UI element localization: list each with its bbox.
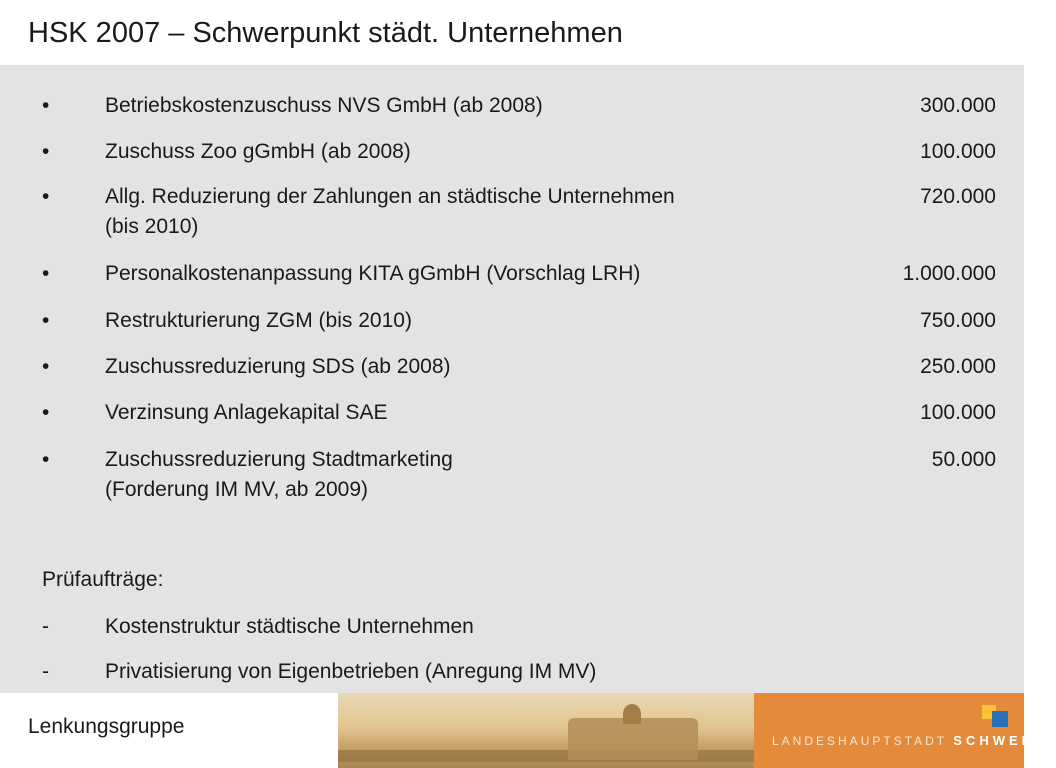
footer-label: Lenkungsgruppe	[28, 715, 185, 738]
item-value: 300.000	[920, 94, 996, 117]
castle-tower	[623, 704, 641, 724]
city-logo-icon	[982, 705, 1012, 733]
footer	[0, 693, 1056, 768]
item-text-continued: (Forderung IM MV, ab 2009)	[105, 478, 369, 501]
item-value: 100.000	[920, 140, 996, 163]
bullet: •	[42, 448, 50, 471]
bullet: •	[42, 185, 50, 208]
item-text-continued: (bis 2010)	[105, 215, 199, 238]
item-value: 250.000	[920, 355, 996, 378]
city-photo	[338, 693, 754, 768]
bullet: •	[42, 140, 50, 163]
item-text: Verzinsung Anlagekapital SAE	[105, 401, 388, 424]
item-value: 750.000	[920, 309, 996, 332]
brand-bar	[754, 693, 1056, 768]
item-value: 100.000	[920, 401, 996, 424]
dash: -	[42, 660, 49, 683]
item-text: Personalkostenanpassung KITA gGmbH (Vorschlag LRH)	[105, 262, 641, 285]
item-value: 50.000	[931, 448, 996, 471]
item-text: Kostenstruktur städtische Unternehmen	[105, 615, 474, 638]
item-text: Zuschussreduzierung SDS (ab 2008)	[105, 355, 451, 378]
item-text: Zuschussreduzierung Stadtmarketing	[105, 448, 453, 471]
bullet: •	[42, 309, 50, 332]
item-value: 720.000	[920, 185, 996, 208]
title-bar	[0, 0, 1024, 65]
item-text: Privatisierung von Eigenbetrieben (Anregung IM MV)	[105, 660, 597, 683]
brand-text	[772, 733, 1056, 748]
bullet: •	[42, 401, 50, 424]
item-text: Betriebskostenzuschuss NVS GmbH (ab 2008)	[105, 94, 543, 117]
bullet: •	[42, 94, 50, 117]
content-area	[0, 65, 1024, 693]
item-value: 1.000.000	[902, 262, 996, 285]
pruef-heading: Prüfaufträge:	[42, 568, 164, 591]
item-text: Allg. Reduzierung der Zahlungen an städtische Unternehmen	[105, 185, 675, 208]
bullet: •	[42, 262, 50, 285]
item-text: Zuschuss Zoo gGmbH (ab 2008)	[105, 140, 411, 163]
castle-silhouette	[568, 718, 698, 760]
item-text: Restrukturierung ZGM (bis 2010)	[105, 309, 412, 332]
brand-name: SCHWERIN	[953, 733, 1056, 748]
bullet: •	[42, 355, 50, 378]
page-title: HSK 2007 – Schwerpunkt städt. Unternehmen	[28, 17, 623, 49]
brand-prefix: LANDESHAUPTSTADT	[772, 734, 947, 748]
dash: -	[42, 615, 49, 638]
